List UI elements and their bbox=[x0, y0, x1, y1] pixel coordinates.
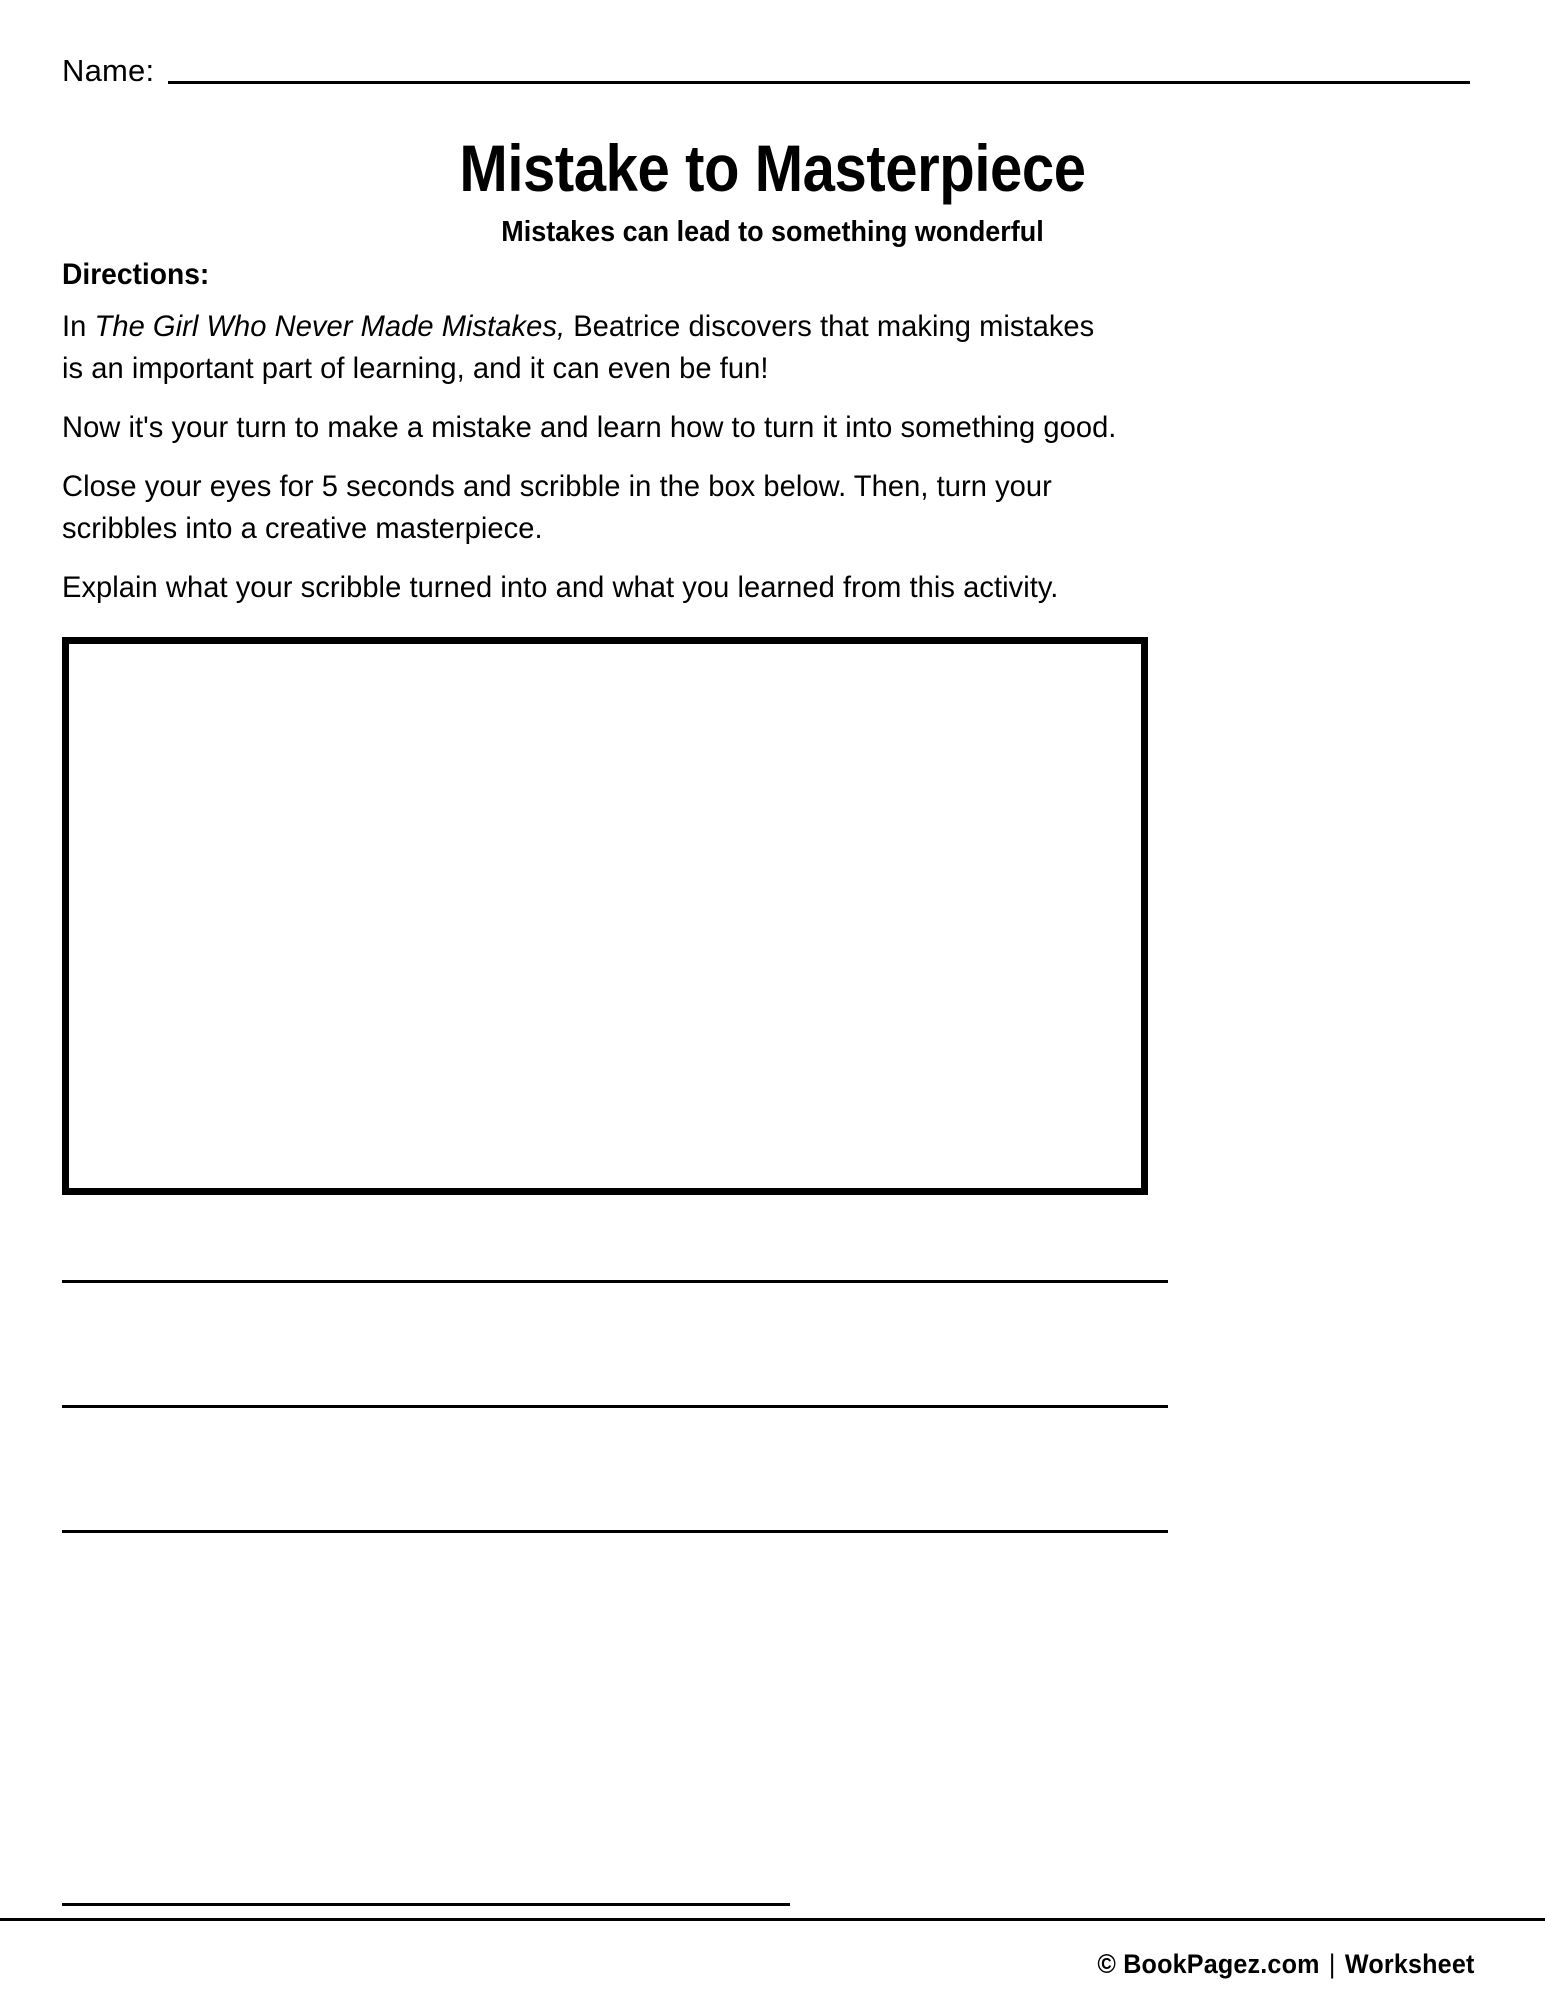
directions-heading: Directions: bbox=[62, 258, 210, 291]
name-input-line[interactable] bbox=[168, 81, 1470, 84]
name-field-row bbox=[62, 44, 1470, 90]
directions-paragraph-1 bbox=[62, 306, 1117, 390]
footer-divider-short bbox=[62, 1903, 790, 1906]
footer-credit bbox=[1098, 1948, 1475, 1980]
scribble-drawing-box[interactable] bbox=[62, 637, 1148, 1195]
document-type-label: Worksheet bbox=[1345, 1949, 1475, 1979]
footer-divider bbox=[0, 1918, 1545, 1921]
answer-line-3[interactable] bbox=[62, 1530, 1168, 1533]
directions-paragraph-4: Explain what your scribble turned into and what you learned from this activity. bbox=[62, 571, 1059, 604]
paragraph-1-tail: Beatrice discovers that making mistakes is an important part of learning, and it can even be fun! bbox=[62, 310, 1095, 385]
book-title-italic: The Girl Who Never Made Mistakes, bbox=[94, 310, 566, 343]
page-title: Mistake to Masterpiece bbox=[459, 131, 1086, 205]
footer-separator: | bbox=[1329, 1949, 1337, 1979]
page-subtitle: Mistakes can lead to something wonderful bbox=[501, 216, 1044, 248]
answer-line-2[interactable] bbox=[62, 1405, 1168, 1408]
paragraph-1-lead: In bbox=[62, 310, 95, 343]
name-label: Name: bbox=[62, 53, 155, 88]
answer-lines-group bbox=[62, 1280, 1168, 1533]
directions-paragraph-2: Now it's your turn to make a mistake and learn how to turn it into something good. bbox=[62, 411, 1117, 444]
directions-section bbox=[62, 256, 1150, 624]
copyright-text: © BookPagez.com bbox=[1097, 1949, 1321, 1979]
title-block bbox=[0, 130, 1545, 250]
answer-line-1[interactable] bbox=[62, 1280, 1168, 1283]
directions-paragraph-3: Close your eyes for 5 seconds and scribble in the box below. Then, turn your scribbles into a creative masterpiece. bbox=[62, 470, 1052, 545]
